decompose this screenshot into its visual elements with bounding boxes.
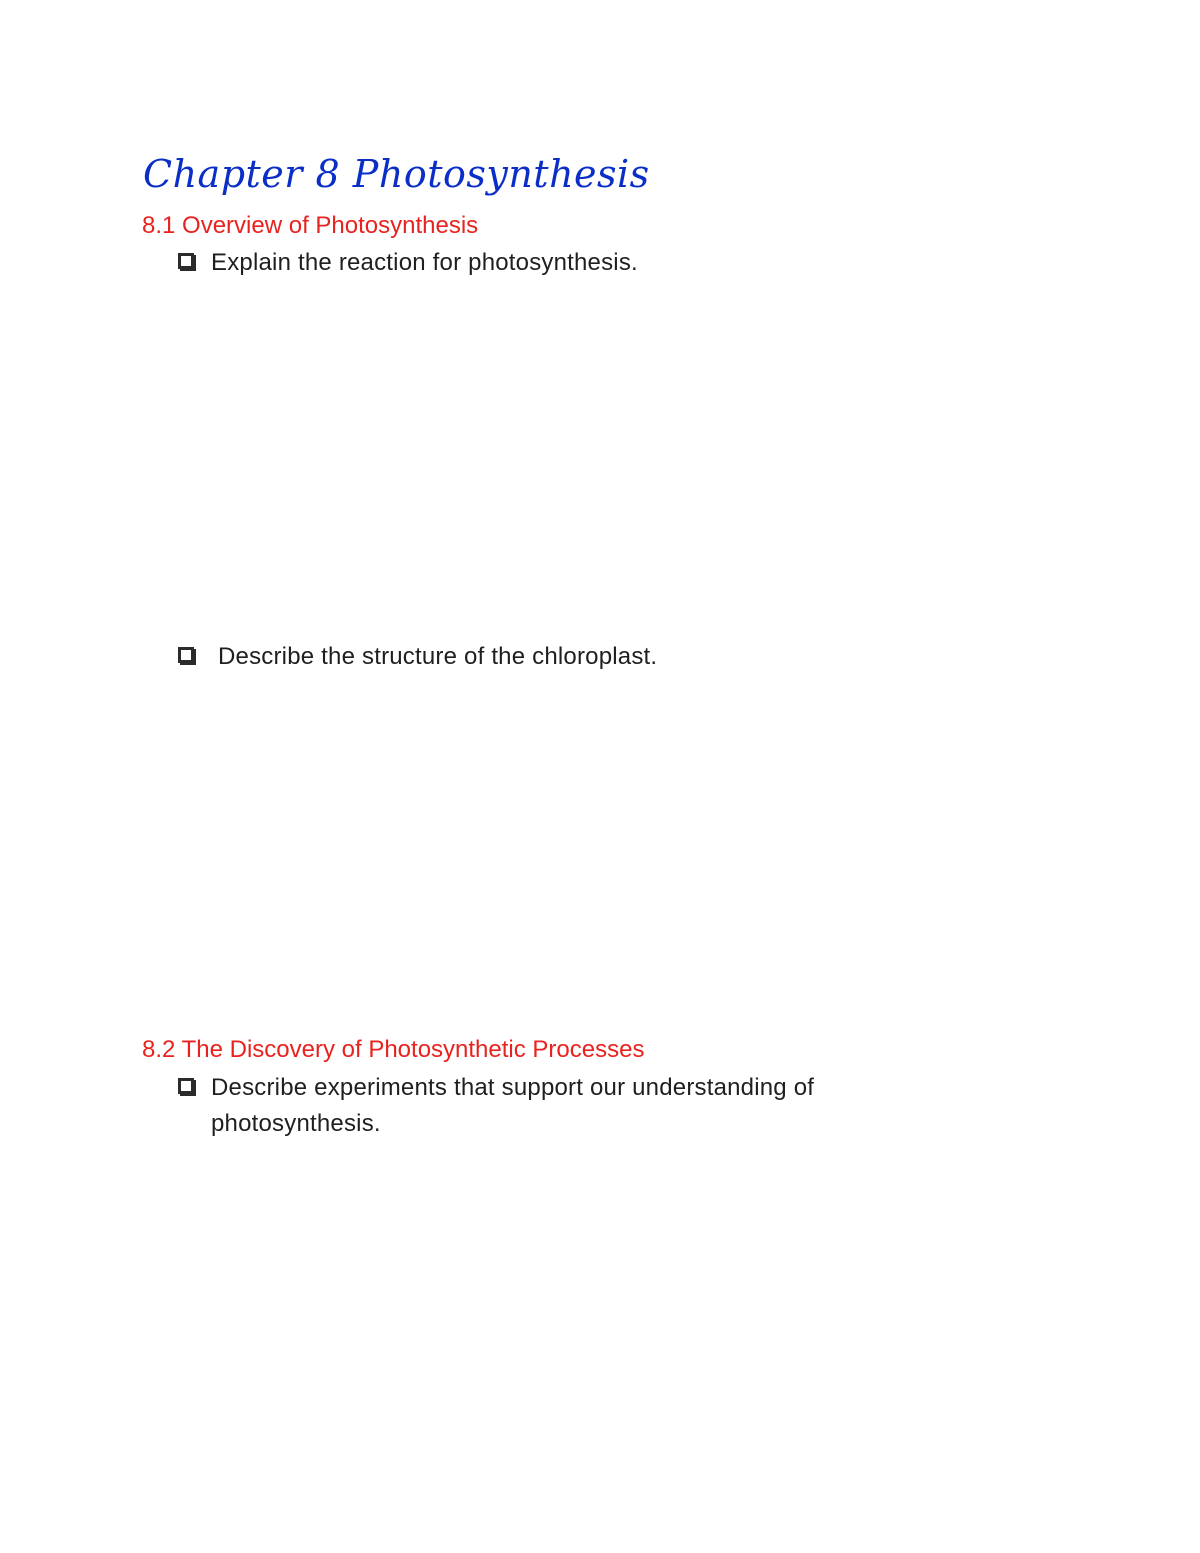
chapter-title: Chapter 8 Photosynthesis	[143, 152, 650, 196]
checkbox-icon	[178, 253, 194, 269]
checkbox-icon	[178, 647, 194, 663]
objective-item	[178, 245, 978, 281]
section-heading-8-2: 8.2 The Discovery of Photosynthetic Processes	[142, 1036, 645, 1063]
objective-item	[178, 639, 978, 675]
objective-text: Describe experiments that support our understanding of photosynthesis.	[211, 1074, 815, 1137]
objective-text: Describe the structure of the chloroplast.	[218, 643, 658, 670]
section-heading-8-1: 8.1 Overview of Photosynthesis	[142, 212, 479, 239]
objective-item	[178, 1070, 978, 1142]
checkbox-icon	[178, 1078, 194, 1094]
objective-text: Explain the reaction for photosynthesis.	[211, 249, 638, 276]
